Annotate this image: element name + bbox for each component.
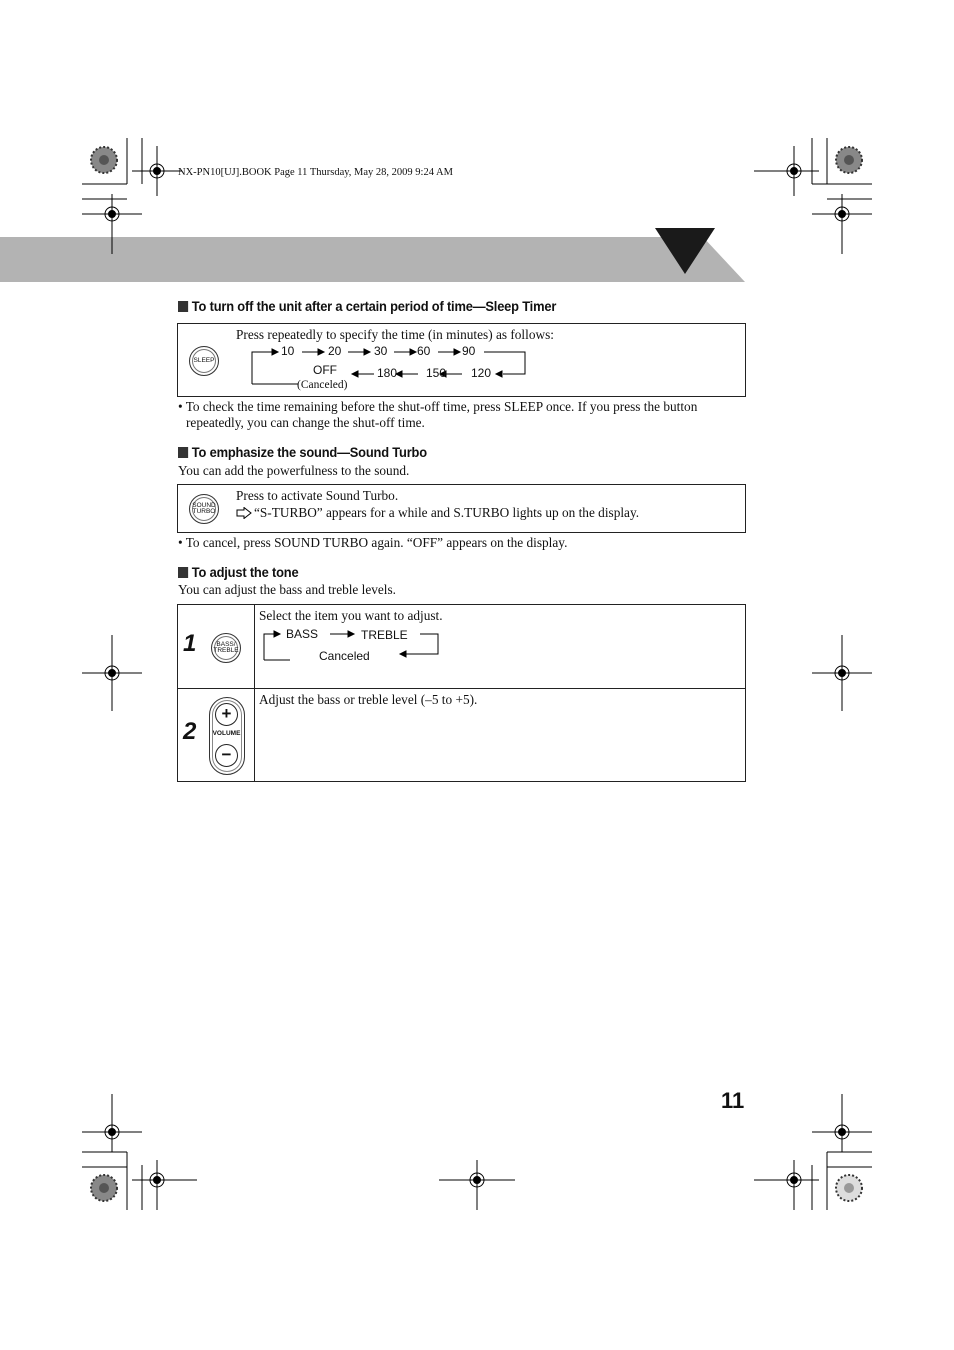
sleep-canceled-label: (Canceled) bbox=[297, 379, 348, 391]
step-number-2: 2 bbox=[183, 718, 197, 745]
square-bullet-icon bbox=[178, 301, 188, 312]
sound-turbo-button-icon: SOUND TURBO bbox=[189, 494, 219, 524]
tone-heading: To adjust the tone bbox=[178, 564, 298, 580]
tone-option-treble: TREBLE bbox=[361, 628, 408, 642]
sleep-heading: To turn off the unit after a certain period of time—Sleep Timer bbox=[178, 298, 556, 314]
sleep-note-line1: • To check the time remaining before the shut-off time, press SLEEP once. If you press the button bbox=[178, 399, 698, 414]
volume-button-icon bbox=[209, 697, 245, 775]
sleep-step-30: 30 bbox=[374, 344, 388, 358]
result-arrow-icon bbox=[236, 507, 252, 519]
sleep-step-150: 150 bbox=[426, 366, 447, 380]
volume-plus-icon: + bbox=[215, 703, 238, 726]
sleep-step-10: 10 bbox=[281, 344, 295, 358]
tone-option-bass: BASS bbox=[286, 627, 319, 641]
sleep-instruction: Press repeatedly to specify the time (in minutes) as follows: bbox=[236, 327, 554, 342]
sleep-step-120: 120 bbox=[471, 366, 492, 380]
turbo-result: “S-TURBO” appears for a while and S.TURBO lights up on the display. bbox=[254, 505, 640, 520]
sleep-step-180: 180 bbox=[377, 366, 398, 380]
volume-minus-icon: − bbox=[215, 744, 238, 767]
bass-treble-button-icon: BASS/ TREBLE bbox=[211, 633, 241, 663]
sleep-step-60: 60 bbox=[417, 344, 431, 358]
header-band bbox=[0, 237, 745, 282]
print-header: NX-PN10[UJ].BOOK Page 11 Thursday, May 28, 2009 9:24 AM bbox=[178, 167, 453, 178]
square-bullet-icon bbox=[178, 447, 188, 458]
turbo-note: • To cancel, press SOUND TURBO again. “OFF” appears on the display. bbox=[178, 535, 568, 550]
sleep-button-icon: SLEEP bbox=[189, 346, 219, 376]
step-number-1: 1 bbox=[183, 630, 197, 657]
tone-intro: You can adjust the bass and treble levels. bbox=[178, 582, 397, 597]
turbo-box bbox=[177, 484, 746, 533]
tone-option-canceled: Canceled bbox=[319, 649, 370, 663]
turbo-intro: You can add the powerfulness to the sound. bbox=[178, 463, 410, 478]
sleep-box bbox=[177, 323, 746, 397]
page-triangle-icon bbox=[653, 226, 717, 276]
turbo-heading: To emphasize the sound—Sound Turbo bbox=[178, 444, 427, 460]
page-number: 11 bbox=[721, 1088, 745, 1113]
turbo-instruction: Press to activate Sound Turbo. bbox=[236, 488, 399, 503]
sleep-off-label: OFF bbox=[313, 363, 337, 377]
volume-label: VOLUME bbox=[212, 730, 241, 737]
step1-instruction: Select the item you want to adjust. bbox=[259, 608, 443, 623]
sleep-step-20: 20 bbox=[328, 344, 342, 358]
sleep-note-line2: repeatedly, you can change the shut-off time. bbox=[186, 415, 425, 430]
tone-steps-table bbox=[177, 604, 746, 782]
step2-instruction: Adjust the bass or treble level (–5 to +5). bbox=[259, 692, 478, 707]
square-bullet-icon bbox=[178, 567, 188, 578]
sleep-step-90: 90 bbox=[462, 344, 476, 358]
